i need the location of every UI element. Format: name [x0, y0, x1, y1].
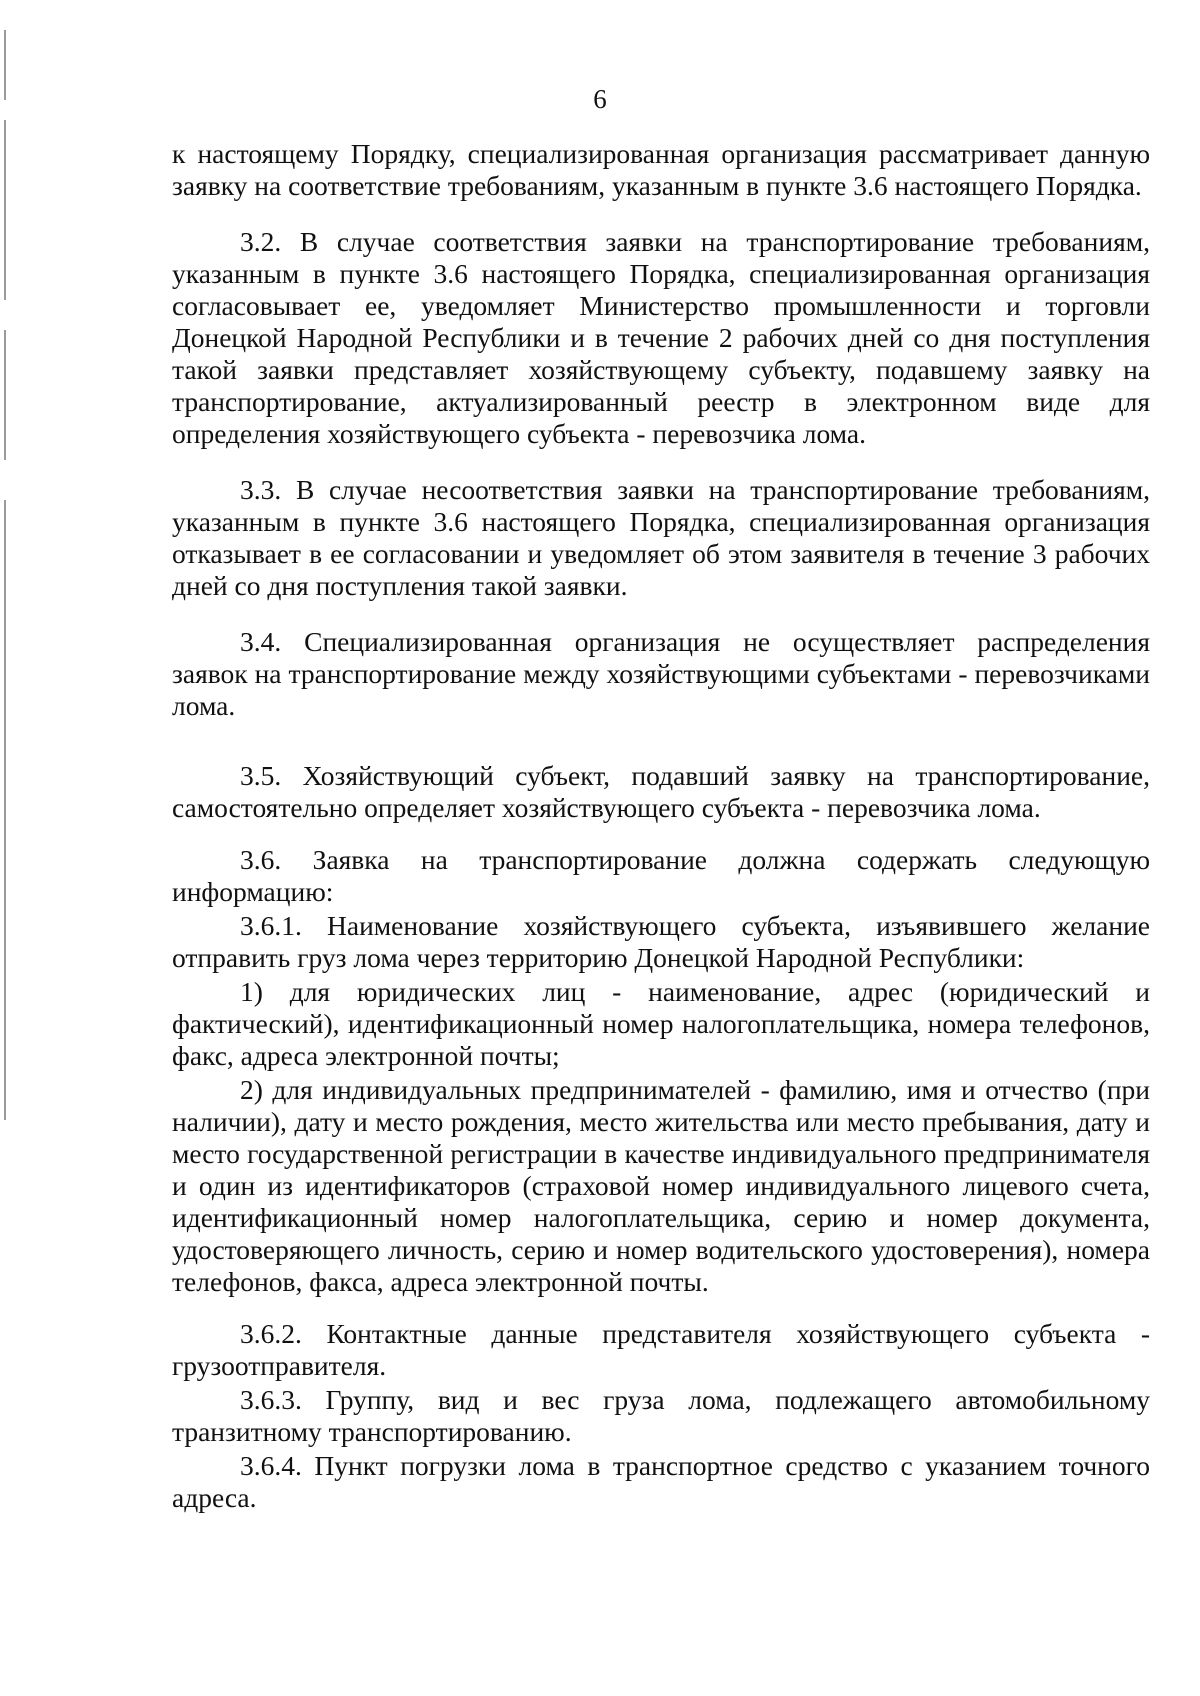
scan-edge-line: [4, 120, 6, 300]
scan-edge-line: [4, 330, 6, 460]
paragraph-3-6: 3.6. Заявка на транспортирование должна содержать следующую информацию:: [172, 844, 1150, 907]
paragraph-3-6-4: 3.6.4. Пункт погрузки лома в транспортное средство с указанием точного адреса.: [172, 1450, 1150, 1513]
document-body: [172, 138, 1150, 1514]
paragraph-3-6-3: 3.6.3. Группу, вид и вес груза лома, подлежащего автомобильному транзитному транспортированию.: [172, 1384, 1150, 1447]
paragraph-3-6-1: 3.6.1. Наименование хозяйствующего субъекта, изъявившего желание отправить груз лома через территорию Донецкой Народной Республики:: [172, 910, 1150, 973]
scan-edge-line: [4, 500, 6, 1120]
list-item-legal-entities: 1) для юридических лиц - наименование, адрес (юридический и фактический), идентификационный номер налогоплательщика, номера телефонов, факс, адреса электронной почты;: [172, 976, 1150, 1071]
paragraph-3-6-2: 3.6.2. Контактные данные представителя хозяйствующего субъекта - грузоотправителя.: [172, 1318, 1150, 1381]
paragraph-3-5: 3.5. Хозяйствующий субъект, подавший заявку на транспортирование, самостоятельно определяет хозяйствующего субъекта - перевозчика лома.: [172, 760, 1150, 823]
paragraph-continuation: к настоящему Порядку, специализированная организация рассматривает данную заявку на соответствие требованиям, указанным в пункте 3.6 настоящего Порядка.: [172, 138, 1150, 201]
page-number: 6: [593, 84, 607, 114]
paragraph-3-2: 3.2. В случае соответствия заявки на транспортирование требованиям, указанным в пункте 3.6 настоящего Порядка, специализированная организация согласовывает ее, уведомляет Министерство промышленности и торговли Донецкой Народной Республики и в течение 2 рабочих дней со дня поступления такой заявки представляет хозяйствующему субъекту, подавшему заявку на транспортирование, актуализированный реестр в электронном виде для определения хозяйствующего субъекта - перевозчика лома.: [172, 226, 1150, 449]
list-item-entrepreneurs: 2) для индивидуальных предпринимателей - фамилию, имя и отчество (при наличии), дату и место рождения, место жительства или место пребывания, дату и место государственной регистрации в качестве индивидуального предпринимателя и один из идентификаторов (страховой номер индивидуального лицевого счета, идентификационный номер налогоплательщика, серию и номер документа, удостоверяющего личность, серию и номер водительского удостоверения), номера телефонов, факса, адреса электронной почты.: [172, 1074, 1150, 1297]
paragraph-3-4: 3.4. Специализированная организация не осуществляет распределения заявок на транспортирование между хозяйствующими субъектами - перевозчиками лома.: [172, 626, 1150, 721]
paragraph-3-3: 3.3. В случае несоответствия заявки на транспортирование требованиям, указанным в пункте 3.6 настоящего Порядка, специализированная организация отказывает в ее согласовании и уведомляет об этом заявителя в течение 3 рабочих дней со дня поступления такой заявки.: [172, 474, 1150, 601]
